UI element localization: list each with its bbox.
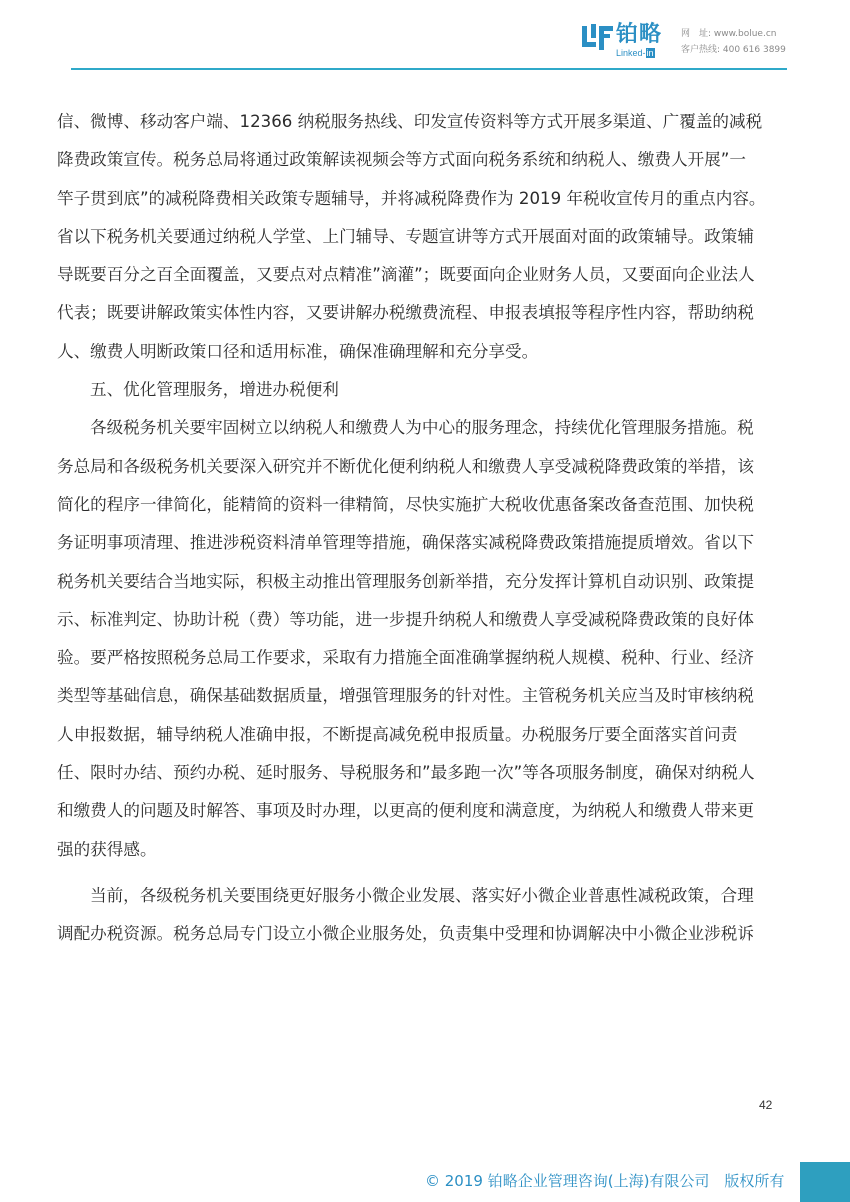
footer-accent-block [800,1162,850,1202]
page-number: 42 [759,1098,773,1112]
text-line: 简化的程序一律简化，能精简的资料一律精简，尽快实施扩大税收优惠备案改备查范围、加快税 [57,494,754,514]
text-line: 信、微博、移动客户端、12366 纳税服务热线、印发宣传资料等方式开展多渠道、广覆盖的减税 [57,112,763,131]
logo-chinese-text: 铂略 [616,22,663,47]
text-line: 人、缴费人明断政策口径和适用标准，确保准确理解和充分享受。 [57,341,539,361]
document-body [57,103,787,954]
contact-info [681,26,786,58]
logo-english-accent: in [646,48,654,58]
text-line: 示、标准判定、协助计税（费）等功能，进一步提升纳税人和缴费人享受减税降费政策的良好体 [57,609,754,629]
logo-mark-icon [582,24,614,52]
text-line: 导既要百分之百全面覆盖，又要点对点精准”滴灌”；既要面向企业财务人员，又要面向企业法人 [57,265,755,285]
header-divider [71,68,787,70]
hotline-text: 客户热线: 400 616 3899 [681,45,786,55]
text-line: 降费政策宣传。税务总局将通过政策解读视频会等方式面向税务系统和纳税人、缴费人开展”一 [57,150,746,170]
text-line: 调配办税资源。税务总局专门设立小微企业服务处，负责集中受理和协调解决中小微企业涉税诉 [57,924,754,944]
bolue-logo [582,22,672,62]
text-line: 务总局和各级税务机关要深入研究并不断优化便利纳税人和缴费人享受减税降费政策的举措，该 [57,456,754,476]
text-line: 税务机关要结合当地实际，积极主动推出管理服务创新举措，充分发挥计算机自动识别、政策提 [57,571,754,591]
paragraph-management-service [57,409,787,869]
section-heading-text: 五、优化管理服务，增进办税便利 [90,380,339,400]
text-line: 代表；既要讲解政策实体性内容，又要讲解办税缴费流程、申报表填报等程序性内容，帮助纳税 [57,303,754,323]
logo-english-text: Linked-in [616,48,654,58]
paragraph-small-business [57,877,787,954]
website-text: 网 址: www.bolue.cn [681,29,777,39]
text-line: 省以下税务机关要通过纳税人学堂、上门辅导、专题宣讲等方式开展面对面的政策辅导。政策辅 [57,226,754,246]
text-line: 和缴费人的问题及时解答、事项及时办理，以更高的便利度和满意度，为纳税人和缴费人带来更 [57,801,754,821]
text-line: 任、限时办结、预约办税、延时服务、导税服务和”最多跑一次”等各项服务制度，确保对纳税人 [57,763,755,783]
text-line: 人申报数据，辅导纳税人准确申报，不断提高减免税申报质量。办税服务厅要全面落实首问责 [57,724,738,744]
page-header [0,0,850,72]
text-line: 竿子贯到底”的减税降费相关政策专题辅导，并将减税降费作为 2019 年税收宣传月的重点内容。 [57,188,766,208]
text-line: 务证明事项清理、推进涉税资料清单管理等措施，确保落实减税降费政策措施提质增效。省以下 [57,533,754,553]
text-line: 验。要严格按照税务总局工作要求，采取有力措施全面准确掌握纳税人规模、税种、行业、经济 [57,648,754,668]
text-line: 各级税务机关要牢固树立以纳税人和缴费人为中心的服务理念，持续优化管理服务措施。税 [90,418,754,438]
footer-copyright: © 2019 铂略企业管理咨询(上海)有限公司 版权所有 [425,1172,785,1190]
section-heading [57,371,787,409]
text-line: 类型等基础信息，确保基础数据质量，增强管理服务的针对性。主管税务机关应当及时审核纳税 [57,686,754,706]
text-line: 强的获得感。 [57,839,157,859]
paragraph-policy-promotion [57,103,787,371]
text-line: 当前，各级税务机关要围绕更好服务小微企业发展、落实好小微企业普惠性减税政策，合理 [90,885,754,905]
